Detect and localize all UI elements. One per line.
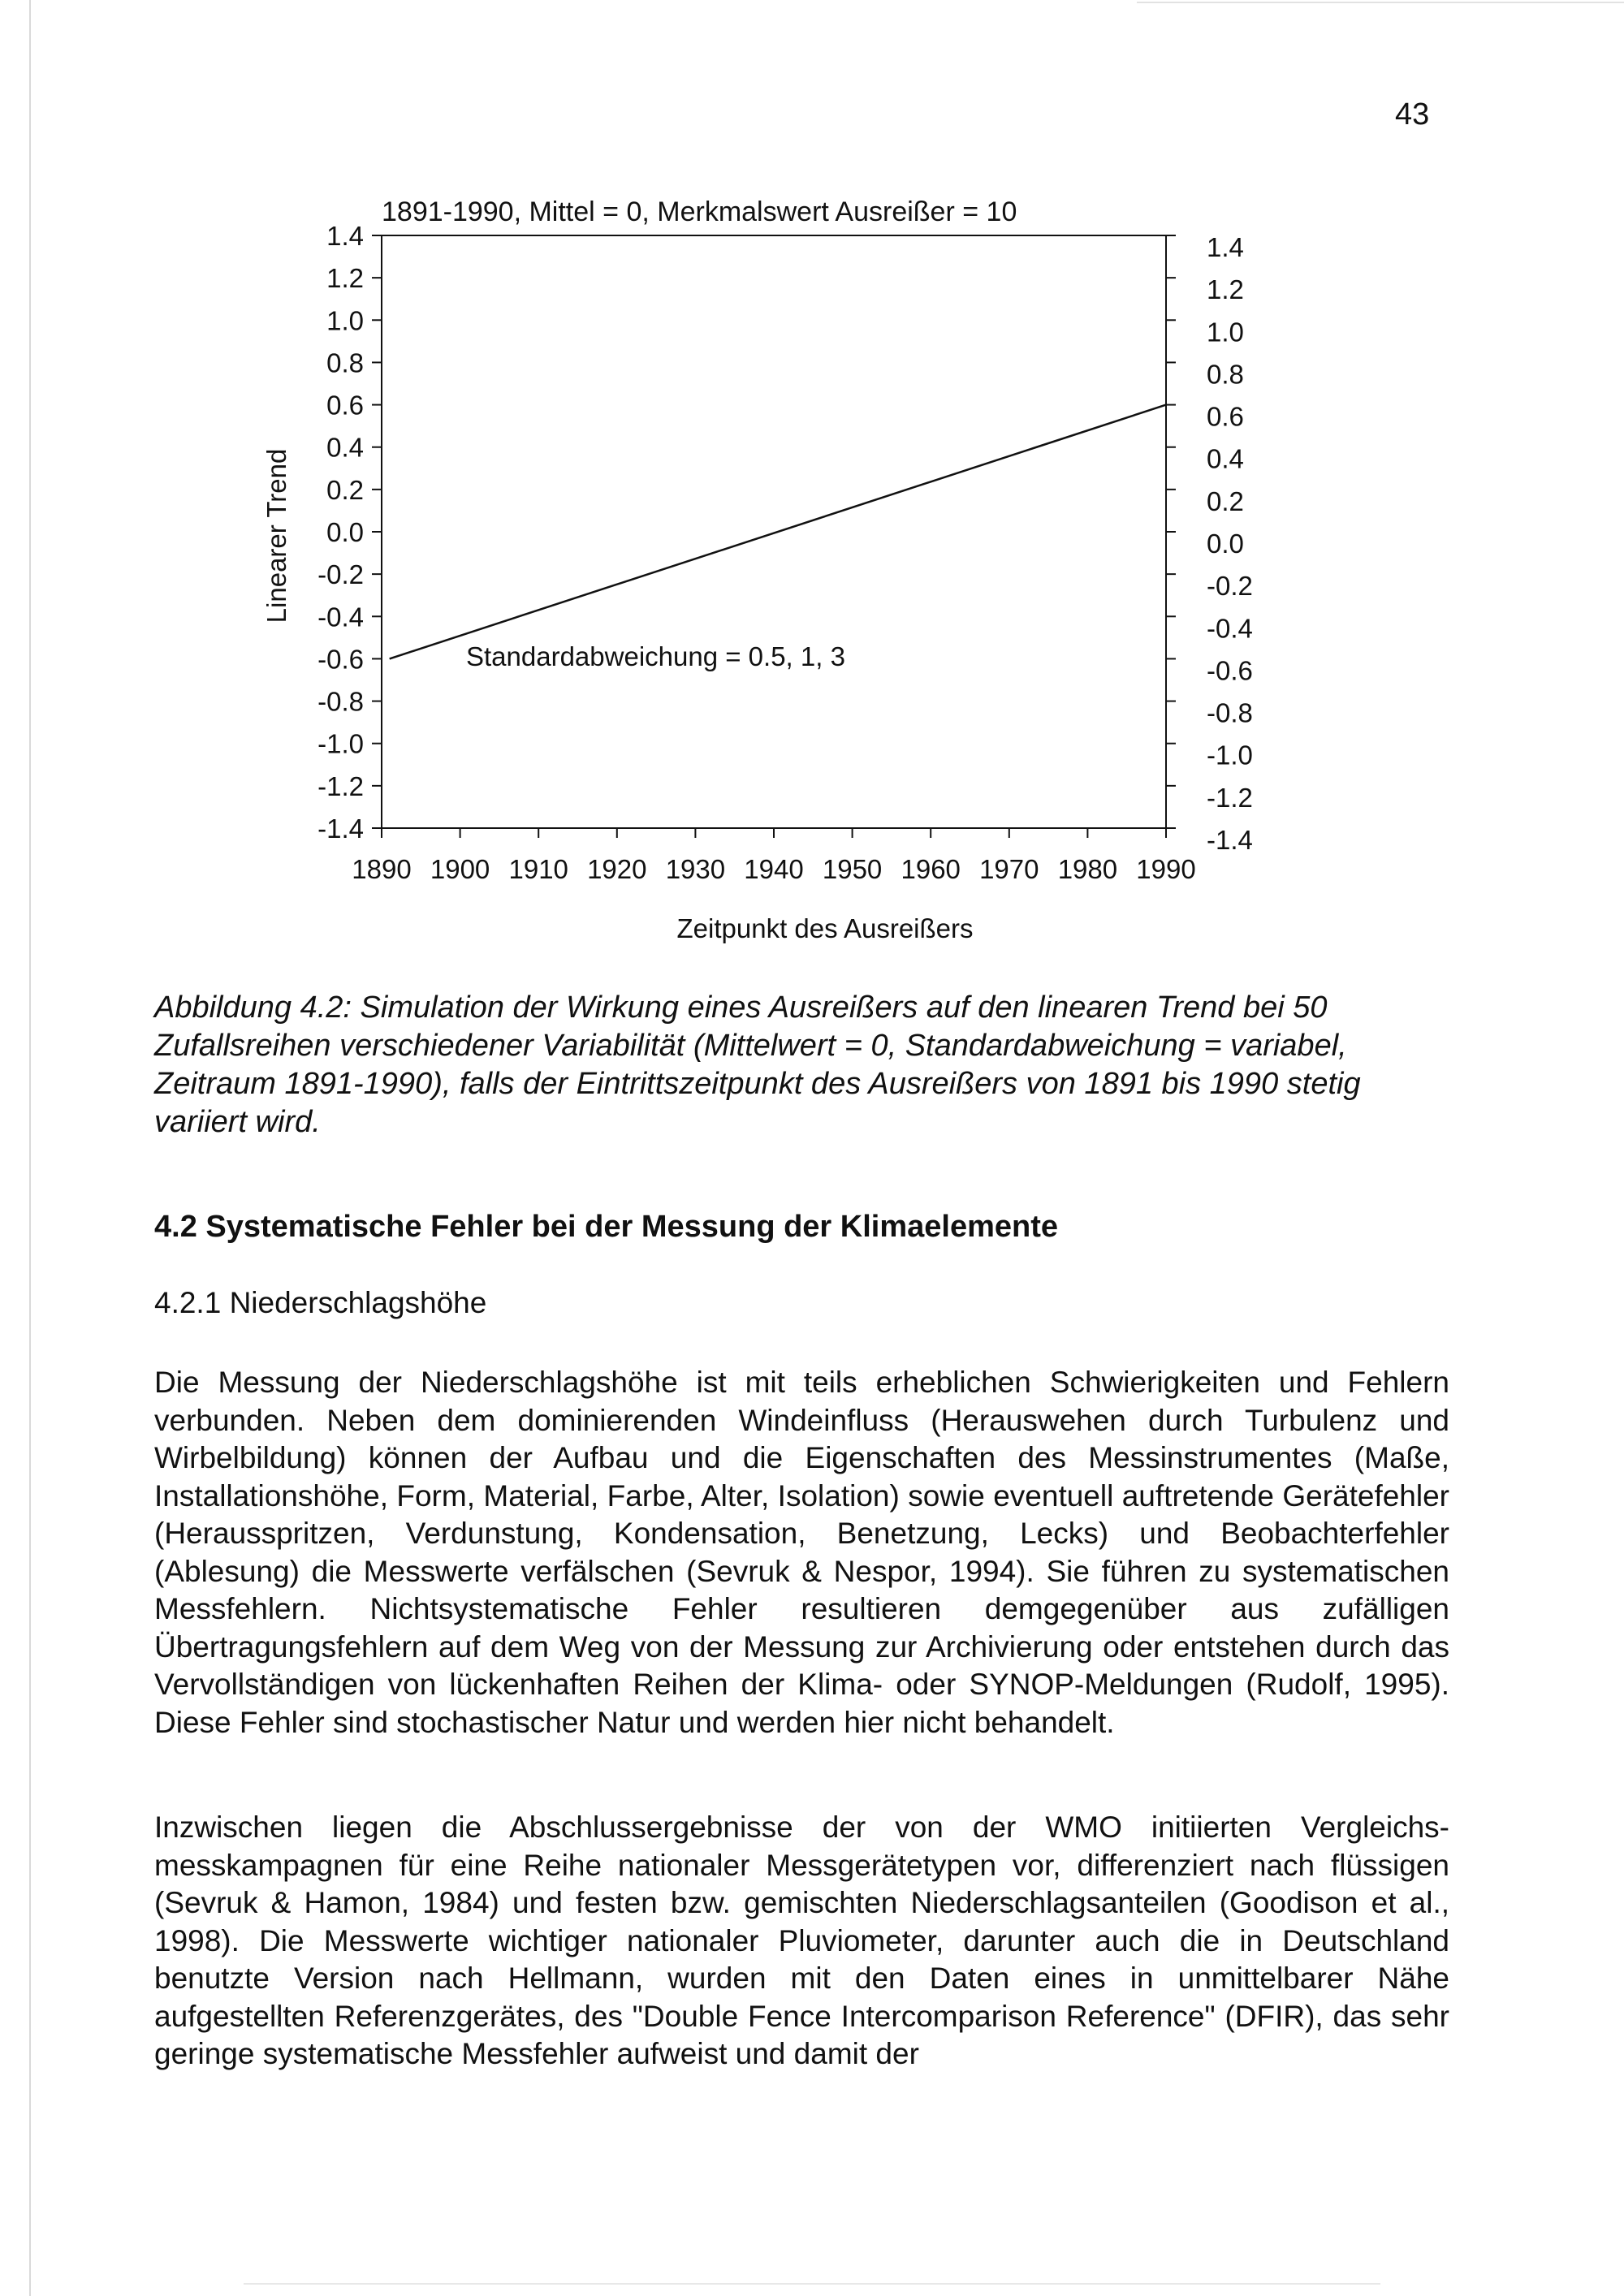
trend-line — [390, 405, 1166, 659]
chart-ticks — [317, 221, 1253, 884]
y-tick-label-right: 1.2 — [1207, 274, 1244, 305]
y-tick-label-right: 1.0 — [1207, 317, 1244, 347]
figure-caption: Abbildung 4.2: Simulation der Wirkung eines Ausreißers auf den linearen Trend bei 50 Zufallsreihen verschiedener Variabilität (Mittelwert = 0, Standardabweichung = variabel, Zeitraum 1891-1990), falls der Eintrittszeitpunkt des Ausreißers von 1891 bis 1990 stetig variiert wird. — [154, 990, 1361, 1139]
chart-title: 1891-1990, Mittel = 0, Merkmalswert Ausreißer = 10 — [382, 196, 1017, 227]
y-tick-label-left: 0.2 — [326, 474, 364, 505]
y-tick-label-right: 1.4 — [1207, 232, 1244, 262]
y-tick-label-left: 0.4 — [326, 432, 364, 463]
scan-edge-bottom — [244, 2283, 1380, 2285]
y-tick-label-right: 0.6 — [1207, 401, 1244, 432]
x-tick-label: 1930 — [665, 854, 726, 884]
y-tick-label-left: 1.4 — [326, 221, 364, 251]
y-tick-label-left: -0.2 — [317, 559, 364, 590]
body-paragraph-1: Die Messung der Niederschlagshöhe ist mit teils erheblichen Schwierigkeiten und Fehlern verbunden. Neben dem dominierenden Windeinfluss (Herauswehen durch Turbulenz und Wirbelbildung) können der Aufbau und die Eigenschaften des Messinstrumentes (Maße, Installationshöhe, Form, Material, Farbe, Alter, Isolation) sowie eventuell auftretende Gerätefehler (Herausspritzen, Verdunstung, Kondensation, Benetzung, Lecks) und Beobachterfehler (Ablesung) die Messwerte verfälschen (Sevruk & Nespor, 1994). Sie führen zu systematischen Messfehlern. Nichtsystematische Fehler resultieren demgegenüber aus zufälligen Übertragungsfehlern auf dem Weg von der Messung zur Archivierung oder entstehen durch das Vervollständigen von lückenhaften Reihen der Klima- oder SYNOP-Meldungen (Rudolf, 1995). Diese Fehler sind stochastischer Natur und werden hier nicht behandelt. — [154, 1366, 1449, 1739]
y-tick-label-left: 0.6 — [326, 390, 364, 421]
subsection-title: 4.2.1 Niederschlagshöhe — [154, 1286, 487, 1319]
chart-axes — [382, 235, 1166, 828]
plot-frame — [382, 235, 1166, 828]
y-tick-label-left: 0.0 — [326, 517, 364, 547]
x-tick-label: 1940 — [744, 854, 804, 884]
y-tick-label-left: 1.2 — [326, 263, 364, 294]
y-tick-label-left: -1.4 — [317, 814, 364, 844]
x-tick-label: 1890 — [352, 854, 412, 884]
x-tick-label: 1990 — [1136, 854, 1196, 884]
y-tick-label-right: -1.4 — [1207, 825, 1253, 855]
x-tick-label: 1920 — [587, 854, 647, 884]
y-tick-label-right: 0.8 — [1207, 359, 1244, 390]
page-number: 43 — [1395, 97, 1430, 132]
x-tick-label: 1910 — [508, 854, 568, 884]
y-tick-label-right: -0.2 — [1207, 571, 1253, 602]
x-tick-label: 1960 — [901, 854, 961, 884]
y-tick-label-left: 0.8 — [326, 347, 364, 378]
y-tick-label-right: 0.2 — [1207, 486, 1244, 516]
y-tick-label-right: -0.4 — [1207, 613, 1253, 644]
x-tick-label: 1950 — [822, 854, 883, 884]
y-tick-label-right: -0.6 — [1207, 655, 1253, 686]
chart-annotation: Standardabweichung = 0.5, 1, 3 — [466, 641, 845, 671]
y-tick-label-left: -1.0 — [317, 728, 364, 759]
x-axis-label: Zeitpunkt des Ausreißers — [676, 913, 974, 943]
y-tick-label-left: -0.8 — [317, 686, 364, 717]
trend-chart — [0, 0, 1624, 974]
x-tick-label: 1980 — [1057, 854, 1118, 884]
y-tick-label-right: 0.4 — [1207, 443, 1244, 474]
body-paragraph-2: Inzwischen liegen die Abschlussergebnisse der von der WMO initiierten Vergleichsmesskampagnen für eine Reihe nationaler Messgerätetypen vor, differenziert nach flüssigen (Sevruk & Hamon, 1984) und festen bzw. gemischten Niederschlagsanteilen (Goodison et al., 1998). Die Messwerte wichtiger nationaler Pluviometer, darunter auch die in Deutschland benutzte Version nach Hellmann, wurden mit den Daten eines in unmittelbarer Nähe aufgestellten Referenzgerätes, des "Double Fence Intercomparison Reference" (DFIR), das sehr geringe systematische Messfehler aufweist und damit der — [154, 1810, 1449, 2070]
chart-series — [390, 405, 1166, 659]
y-tick-label-right: -1.2 — [1207, 782, 1253, 813]
y-tick-label-left: 1.0 — [326, 305, 364, 336]
y-axis-label: Linearer Trend — [261, 448, 292, 624]
y-tick-label-left: -0.4 — [317, 602, 364, 632]
x-tick-label: 1970 — [979, 854, 1039, 884]
y-tick-label-left: -0.6 — [317, 644, 364, 675]
y-tick-label-right: -0.8 — [1207, 697, 1253, 728]
y-tick-label-right: -1.0 — [1207, 740, 1253, 770]
y-tick-label-left: -1.2 — [317, 770, 364, 801]
y-tick-label-right: 0.0 — [1207, 529, 1244, 559]
x-tick-label: 1900 — [430, 854, 490, 884]
section-title: 4.2 Systematische Fehler bei der Messung der Klimaelemente — [154, 1210, 1059, 1244]
